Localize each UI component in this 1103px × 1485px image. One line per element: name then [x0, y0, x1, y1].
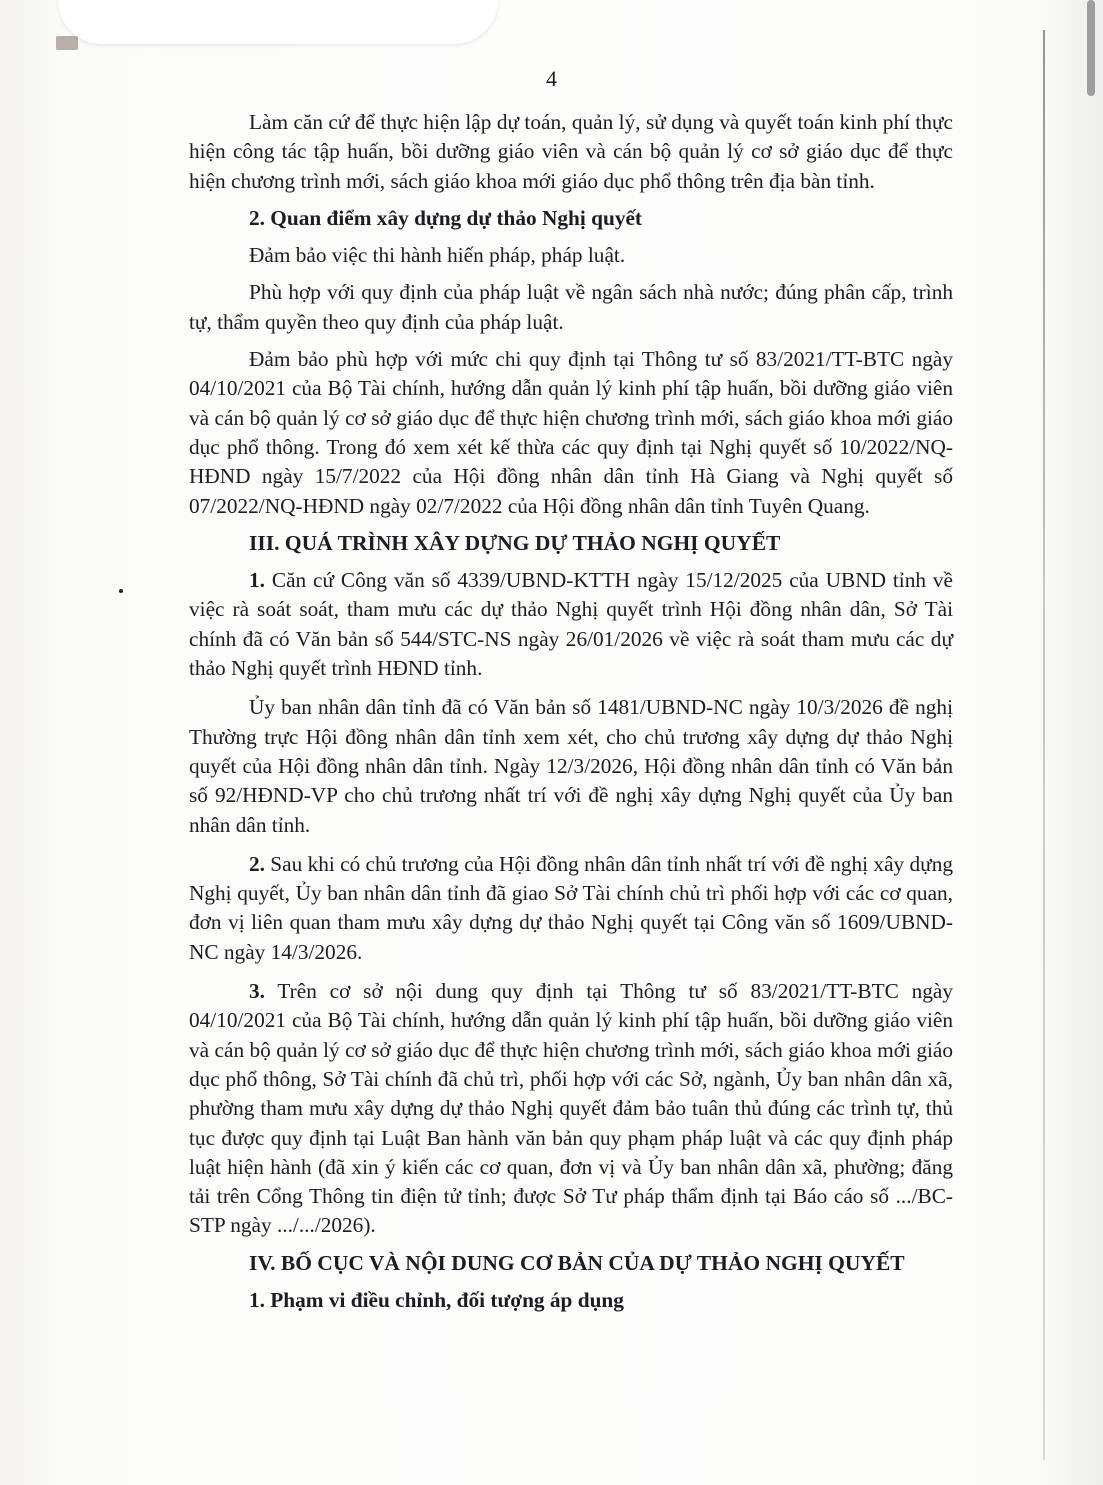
heading-IV-1: 1. Phạm vi điều chỉnh, đối tượng áp dụng: [249, 1287, 624, 1312]
heading-III: III. QUÁ TRÌNH XÂY DỰNG DỰ THẢO NGHỊ QUYẾT: [249, 530, 781, 555]
paragraph-budget-law: Phù hợp với quy định của pháp luật về ngân sách nhà nước; đúng phân cấp, trình tự, thẩm quyền theo quy định của pháp luật.: [189, 280, 953, 334]
page-edge-line: [1043, 30, 1045, 1460]
document-body: [189, 108, 953, 1315]
item-number: 1.: [249, 568, 265, 593]
paragraph-text: Căn cứ Công văn số 4339/UBND-KTTH ngày 15/12/2025 của UBND tỉnh về việc rà soát soát, tham mưu các dự thảo Nghị quyết trình Hội đồng nhân dân, Sở Tài chính đã có Văn bản số 544/STC-NS ngày 26/01/2026 về việc rà soát tham mưu các dự thảo Nghị quyết trình HĐND tỉnh.: [189, 568, 953, 681]
paragraph-process-1: [189, 566, 953, 683]
paragraph-process-1b: Ủy ban nhân dân tỉnh đã có Văn bản số 1481/UBND-NC ngày 10/3/2026 đề nghị Thường trực Hội đồng nhân dân tỉnh xem xét, cho chủ trương xây dựng dự thảo Nghị quyết của Hội đồng nhân dân tỉnh. Ngày 12/3/2026, Hội đồng nhân dân tỉnh có Văn bản số 92/HĐND-VP cho chủ trương nhất trí với đề nghị xây dựng Nghị quyết của Ủy ban nhân dân tỉnh.: [189, 695, 953, 837]
heading-2-viewpoint: 2. Quan điểm xây dựng dự thảo Nghị quyết: [249, 205, 643, 230]
item-number: 3.: [249, 979, 265, 1004]
heading-IV: IV. BỐ CỤC VÀ NỘI DUNG CƠ BẢN CỦA DỰ THẢO NGHỊ QUYẾT: [249, 1250, 905, 1275]
page-number: 4: [546, 66, 557, 91]
paragraph-text: Sau khi có chủ trương của Hội đồng nhân dân tỉnh nhất trí với đề nghị xây dựng Nghị quyết, Ủy ban nhân dân tỉnh đã giao Sở Tài chính chủ trì phối hợp với các cơ quan, đơn vị liên quan tham mưu xây dựng dự thảo Nghị quyết tại Công văn số 1609/UBND-NC ngày 14/3/2026.: [189, 851, 953, 964]
paragraph-process-2: [189, 850, 953, 967]
scan-smudge: [56, 36, 78, 50]
paragraph-constitution: Đảm bảo việc thi hành hiến pháp, pháp luật.: [249, 243, 626, 268]
paragraph-purpose: Làm căn cứ để thực hiện lập dự toán, quản lý, sử dụng và quyết toán kinh phí thực hiện công tác tập huấn, bồi dưỡng giáo viên và cán bộ quản lý cơ sở giáo dục để thực hiện chương trình mới, sách giáo khoa mới giáo dục phổ thông trên địa bàn tỉnh.: [189, 110, 953, 193]
paragraph-process-3: [189, 977, 953, 1241]
notification-bubble[interactable]: [58, 0, 498, 44]
paragraph-circular: Đảm bảo phù hợp với mức chi quy định tại Thông tư số 83/2021/TT-BTC ngày 04/10/2021 của Bộ Tài chính, hướng dẫn quản lý kinh phí tập huấn, bồi dưỡng giáo viên và cán bộ quản lý cơ sở giáo dục để thực hiện chương trình mới, sách giáo khoa mới giáo dục phổ thông. Trong đó xem xét kế thừa các quy định tại Nghị quyết số 10/2022/NQ-HĐND ngày 15/7/2022 của Hội đồng nhân dân tỉnh Hà Giang và Nghị quyết số 07/2022/NQ-HĐND ngày 02/7/2022 của Hội đồng nhân dân tỉnh Tuyên Quang.: [189, 347, 953, 518]
paragraph-text: Trên cơ sở nội dung quy định tại Thông tư số 83/2021/TT-BTC ngày 04/10/2021 của Bộ Tài chính, hướng dẫn quản lý kinh phí tập huấn, bồi dưỡng giáo viên và cán bộ quản lý cơ sở giáo dục để thực hiện chương trình mới, sách giáo khoa mới giáo dục phổ thông, Sở Tài chính đã chủ trì, phối hợp với các Sở, ngành, Ủy ban nhân dân xã, phường tham mưu xây dựng dự thảo Nghị quyết đảm bảo tuân thủ đúng các trình tự, thủ tục được quy định tại Luật Ban hành văn bản quy phạm pháp luật và các quy định pháp luật hiện hành (đã xin ý kiến các cơ quan, đơn vị và Ủy ban nhân dân xã, phường; đăng tải trên Cổng Thông tin điện tử tỉnh; được Sở Tư pháp thẩm định tại Báo cáo số .../BC-STP ngày .../.../2026).: [189, 979, 953, 1238]
scan-dot: [119, 589, 123, 593]
item-number: 2.: [249, 851, 265, 876]
